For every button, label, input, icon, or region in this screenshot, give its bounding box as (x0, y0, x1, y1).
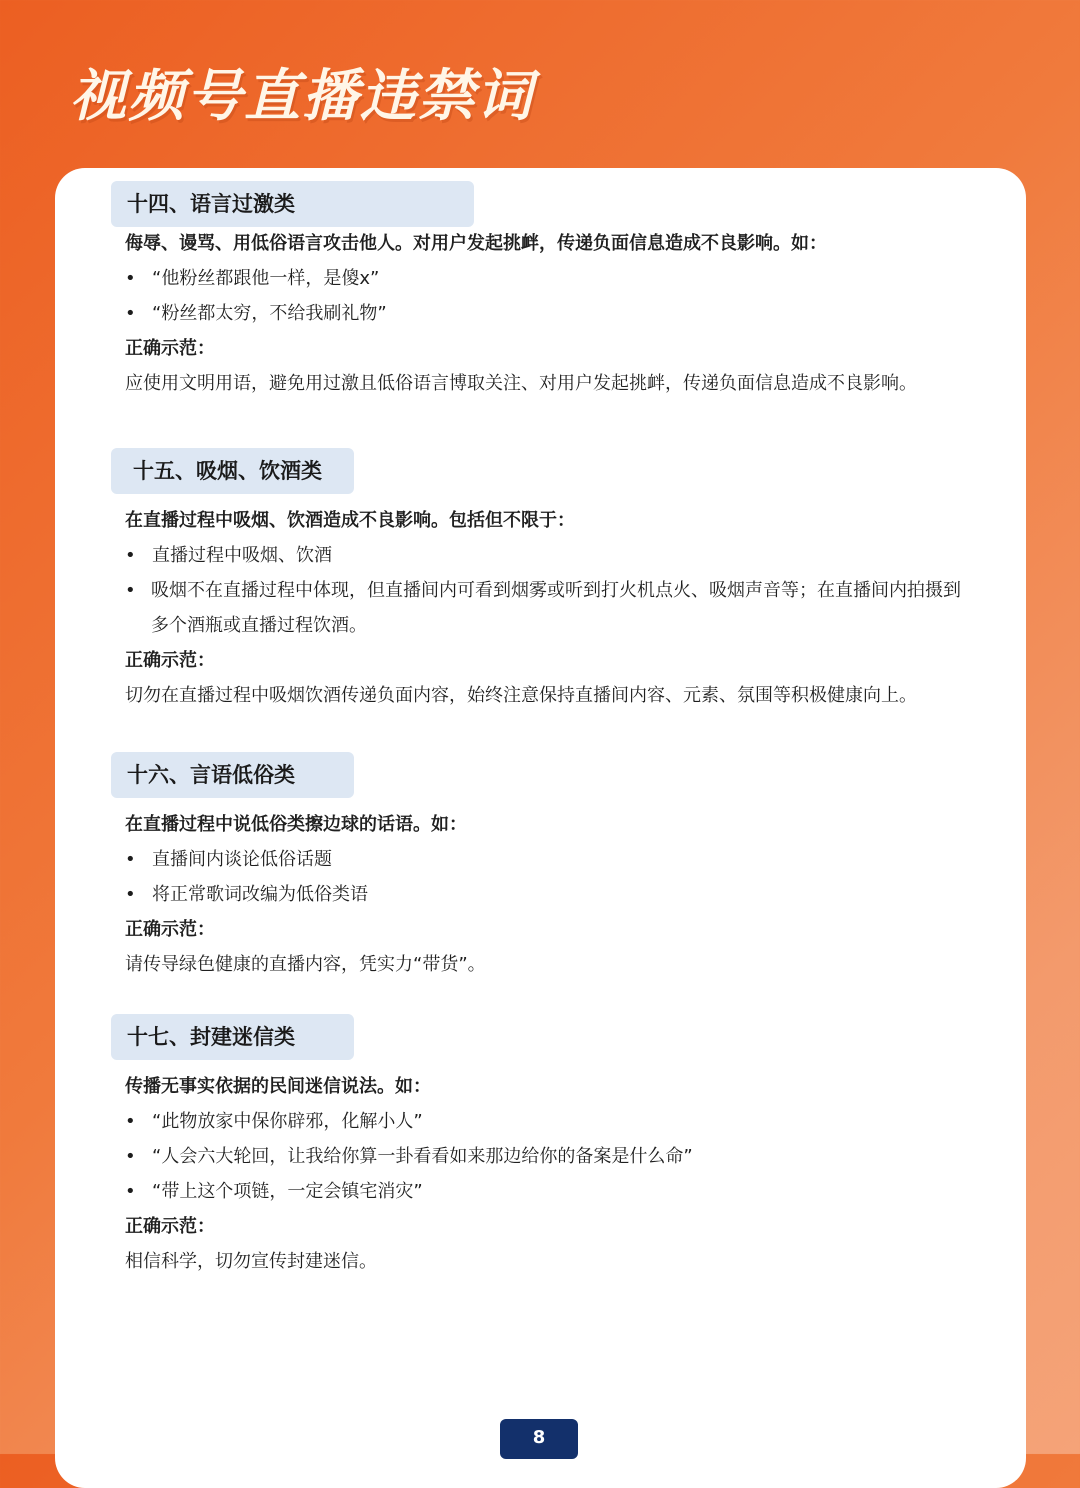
bullet-icon: • (125, 1181, 136, 1202)
correct-text: 切勿在直播过程中吸烟饮酒传递负面内容，始终注意保持直播间内容、元素、氛围等积极健康向上。 (125, 685, 917, 706)
list-item: 直播过程中吸烟、饮酒 (152, 545, 332, 566)
content-card (55, 168, 1026, 1488)
page-title: 视频号直播违禁词 (70, 64, 534, 129)
bullet-icon: • (125, 849, 136, 870)
list-item: 将正常歌词改编为低俗类语 (152, 884, 368, 905)
correct-label: 正确示范： (125, 650, 215, 671)
list-item: “他粉丝都跟他一样，是傻x” (152, 268, 380, 289)
bullet-icon: • (125, 303, 136, 324)
bullet-icon: • (125, 1146, 136, 1167)
section-heading: 十六、言语低俗类 (111, 752, 354, 798)
correct-text: 请传导绿色健康的直播内容，凭实力“带货”。 (125, 954, 486, 975)
bullet-icon: • (125, 268, 136, 289)
list-item: “此物放家中保你辟邪，化解小人” (152, 1111, 423, 1132)
bullet-icon: • (125, 884, 136, 905)
section-intro: 在直播过程中吸烟、饮酒造成不良影响。包括但不限于： (125, 510, 575, 531)
bullet-icon: • (125, 580, 136, 601)
list-item: “带上这个项链，一定会镇宅消灾” (152, 1181, 423, 1202)
section-intro: 在直播过程中说低俗类擦边球的话语。如： (125, 814, 467, 835)
section-heading: 十五、吸烟、饮酒类 (111, 448, 354, 494)
section-intro: 传播无事实依据的民间迷信说法。如： (125, 1076, 431, 1097)
list-item: “粉丝都太穷，不给我刷礼物” (152, 303, 387, 324)
bullet-icon: • (125, 545, 136, 566)
section-intro: 侮辱、谩骂、用低俗语言攻击他人。对用户发起挑衅，传递负面信息造成不良影响。如： (125, 233, 827, 254)
bullet-icon: • (125, 1111, 136, 1132)
list-item: 吸烟不在直播过程中体现，但直播间内可看到烟雾或听到打火机点火、吸烟声音等；在直播间内拍摄到多个酒瓶或直播过程饮酒。 (151, 580, 961, 636)
correct-text: 相信科学，切勿宣传封建迷信。 (125, 1251, 377, 1272)
page-number-badge: 8 (500, 1419, 578, 1459)
correct-label: 正确示范： (125, 1216, 215, 1237)
correct-label: 正确示范： (125, 338, 215, 359)
correct-label: 正确示范： (125, 919, 215, 940)
list-item: “人会六大轮回，让我给你算一卦看看如来那边给你的备案是什么命” (152, 1146, 693, 1167)
list-item: 直播间内谈论低俗话题 (152, 849, 332, 870)
correct-text: 应使用文明用语，避免用过激且低俗语言博取关注、对用户发起挑衅，传递负面信息造成不良影响。 (125, 373, 917, 394)
section-heading: 十四、语言过激类 (111, 181, 474, 227)
section-heading: 十七、封建迷信类 (111, 1014, 354, 1060)
